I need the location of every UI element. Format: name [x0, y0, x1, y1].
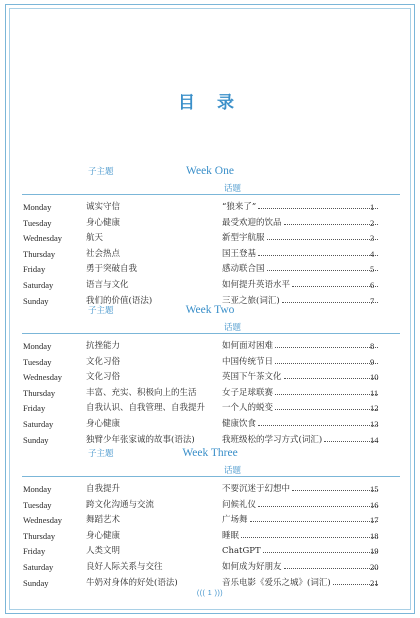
toc-row[interactable]	[0, 247, 420, 263]
day-label: Tuesday	[23, 499, 52, 510]
subtheme-text: 自我提升	[86, 484, 121, 494]
dot-leader	[263, 544, 378, 553]
day-label: Friday	[23, 546, 46, 557]
subtheme-text: 文化习俗	[86, 372, 121, 383]
toc-row[interactable]	[0, 417, 420, 433]
dot-leader	[292, 482, 378, 491]
toc-row[interactable]	[0, 231, 420, 247]
topic-column-header: 话题	[224, 323, 242, 333]
topic-text: 问候礼仪	[222, 499, 257, 510]
day-label: Monday	[23, 484, 52, 494]
week-title: Week Three	[182, 447, 238, 459]
header-divider	[22, 476, 400, 477]
page-number: 14	[370, 434, 379, 445]
day-label: Sunday	[23, 434, 49, 445]
topic-text: 国王登基	[222, 248, 257, 259]
week-section	[0, 165, 420, 315]
page-number: 19	[370, 546, 379, 557]
page-number: 12	[370, 403, 379, 414]
day-label: Tuesday	[23, 217, 52, 228]
subtheme-text: 牛奶对身体的好处(语法)	[86, 577, 178, 588]
toc-row[interactable]	[0, 370, 420, 386]
dot-leader	[267, 262, 378, 271]
subtheme-text: 文化习俗	[86, 356, 121, 367]
header-divider	[22, 194, 400, 195]
page-number: 2	[370, 217, 375, 228]
toc-title: 目 录	[178, 93, 242, 113]
toc-row[interactable]	[0, 278, 420, 294]
page-number: 8	[370, 341, 375, 351]
page-number: 1	[370, 202, 375, 212]
subtheme-text: 勇于突破自我	[86, 264, 138, 275]
dot-leader	[275, 401, 378, 410]
toc-row[interactable]	[0, 513, 420, 529]
day-label: Saturday	[23, 279, 54, 290]
toc-row[interactable]	[0, 498, 420, 514]
subtheme-text: 语言与文化	[86, 279, 129, 290]
week-section	[0, 447, 420, 597]
week-section	[0, 304, 420, 454]
subtheme-text: 身心健康	[86, 418, 121, 429]
toc-row[interactable]	[0, 401, 420, 417]
topic-entry	[222, 529, 380, 545]
page-number: 16	[370, 499, 379, 510]
subtheme-text: 自我认识、自我管理、自我提升	[86, 403, 206, 414]
page-number: 6	[370, 279, 375, 290]
subtheme-text: 诚实守信	[86, 202, 121, 212]
subtheme-text: 身心健康	[86, 217, 121, 228]
page-number: 7	[370, 295, 375, 306]
topic-text: 感动联合国	[222, 264, 265, 275]
day-label: Thursday	[23, 530, 56, 541]
subtheme-text: 我们的价值(语法)	[86, 295, 153, 306]
topic-text: 我班级松的学习方式(词汇)	[222, 434, 323, 445]
dot-leader	[241, 529, 378, 538]
topic-text: 最受欢迎的饮品	[222, 217, 282, 228]
dot-leader	[258, 200, 378, 209]
subtheme-text: 抗挫能力	[86, 341, 121, 351]
topic-entry	[222, 386, 380, 402]
subtheme-column-header: 子主题	[88, 306, 114, 316]
day-label: Friday	[23, 403, 46, 414]
toc-row[interactable]	[0, 386, 420, 402]
page-number: 15	[370, 484, 379, 494]
topic-text: “狼来了”	[222, 202, 257, 212]
week-title: Week Two	[185, 304, 235, 316]
topic-text: 新型宇航服	[222, 233, 265, 244]
dot-leader	[284, 216, 378, 225]
topic-text: 音乐电影《爱乐之城》(词汇)	[222, 577, 331, 588]
dot-leader	[292, 278, 378, 287]
dot-leader	[284, 370, 378, 379]
subtheme-text: 身心健康	[86, 530, 121, 541]
topic-text: 三亚之旅(词汇)	[222, 295, 280, 306]
topic-text: 女子足球联赛	[222, 387, 274, 398]
topic-entry	[222, 216, 380, 232]
subtheme-text: 独臂少年张家诚的故事(语法)	[86, 434, 195, 445]
dot-leader	[258, 417, 378, 426]
day-label: Friday	[23, 264, 46, 275]
topic-entry	[222, 417, 380, 433]
topic-entry	[222, 560, 380, 576]
topic-text: 睡眠	[222, 530, 240, 541]
toc-row[interactable]	[0, 433, 420, 449]
toc-row[interactable]	[0, 355, 420, 371]
day-label: Wednesday	[23, 515, 62, 526]
toc-rows	[0, 339, 420, 448]
toc-row[interactable]	[0, 529, 420, 545]
topic-entry	[222, 262, 380, 278]
topic-text: 如何提升英语水平	[222, 279, 291, 290]
toc-row[interactable]	[0, 482, 420, 498]
topic-text: 中国传统节日	[222, 356, 274, 367]
topic-text: 英国下午茶文化	[222, 372, 282, 383]
topic-entry	[222, 355, 380, 371]
topic-entry	[222, 247, 380, 263]
day-label: Sunday	[23, 577, 49, 588]
day-label: Saturday	[23, 561, 54, 572]
toc-row[interactable]	[0, 576, 420, 592]
page-number: 18	[370, 530, 379, 541]
toc-row[interactable]	[0, 339, 420, 355]
topic-text: 健康饮食	[222, 418, 257, 429]
toc-row[interactable]	[0, 216, 420, 232]
topic-entry	[222, 544, 380, 560]
day-label: Sunday	[23, 295, 49, 306]
day-label: Wednesday	[23, 233, 62, 244]
day-label: Saturday	[23, 418, 54, 429]
topic-entry	[222, 576, 380, 592]
dot-leader	[267, 231, 378, 240]
toc-rows	[0, 200, 420, 309]
dot-leader	[284, 560, 378, 569]
dot-leader	[258, 247, 378, 256]
day-label: Wednesday	[23, 372, 62, 383]
subtheme-text: 良好人际关系与交往	[86, 561, 163, 572]
topic-entry	[222, 370, 380, 386]
page-number: 10	[370, 372, 379, 383]
topic-text: 一个人的蜕变	[222, 403, 274, 414]
header-divider	[22, 333, 400, 334]
topic-column-header: 话题	[224, 184, 242, 194]
topic-text: 如何面对困难	[222, 341, 274, 351]
page-number-footer: ((( 1 )))	[196, 590, 224, 597]
topic-entry	[222, 231, 380, 247]
subtheme-text: 社会热点	[86, 248, 121, 259]
week-title: Week One	[186, 165, 234, 177]
topic-entry	[222, 482, 380, 498]
dot-leader	[275, 386, 378, 395]
toc-row[interactable]	[0, 544, 420, 560]
page-number: 9	[370, 356, 375, 367]
page-number: 20	[370, 561, 379, 572]
subtheme-text: 丰富、充实、积极向上的生活	[86, 387, 197, 398]
page-number: 5	[370, 264, 375, 275]
topic-entry	[222, 200, 380, 216]
topic-column-header: 话题	[224, 466, 242, 476]
topic-entry	[222, 339, 380, 355]
topic-text: ChatGPT	[222, 546, 261, 557]
page-number: 21	[370, 577, 379, 588]
topic-entry	[222, 401, 380, 417]
dot-leader	[275, 355, 378, 364]
day-label: Tuesday	[23, 356, 52, 367]
subtheme-column-header: 子主题	[88, 449, 114, 459]
topic-text: 如何成为好朋友	[222, 561, 282, 572]
topic-entry	[222, 278, 380, 294]
topic-text: 不要沉迷于幻想中	[222, 484, 291, 494]
toc-row[interactable]	[0, 560, 420, 576]
topic-text: 广场舞	[222, 515, 248, 526]
page-number: 3	[370, 233, 375, 244]
page-number: 11	[370, 387, 379, 398]
day-label: Thursday	[23, 248, 56, 259]
day-label: Monday	[23, 202, 52, 212]
toc-row[interactable]	[0, 200, 420, 216]
page-number: 17	[370, 515, 379, 526]
page-number: 13	[370, 418, 379, 429]
day-label: Thursday	[23, 387, 56, 398]
subtheme-text: 舞蹈艺术	[86, 515, 121, 526]
topic-entry	[222, 433, 380, 449]
subtheme-text: 跨文化沟通与交流	[86, 499, 155, 510]
page-number: 4	[370, 248, 375, 259]
topic-entry	[222, 498, 380, 514]
day-label: Monday	[23, 341, 52, 351]
dot-leader	[275, 339, 378, 348]
subtheme-text: 航天	[86, 233, 104, 244]
toc-rows	[0, 482, 420, 591]
subtheme-column-header: 子主题	[88, 167, 114, 177]
subtheme-text: 人类文明	[86, 546, 121, 557]
toc-row[interactable]	[0, 262, 420, 278]
dot-leader	[282, 294, 378, 303]
dot-leader	[258, 498, 378, 507]
topic-entry	[222, 513, 380, 529]
dot-leader	[250, 513, 378, 522]
